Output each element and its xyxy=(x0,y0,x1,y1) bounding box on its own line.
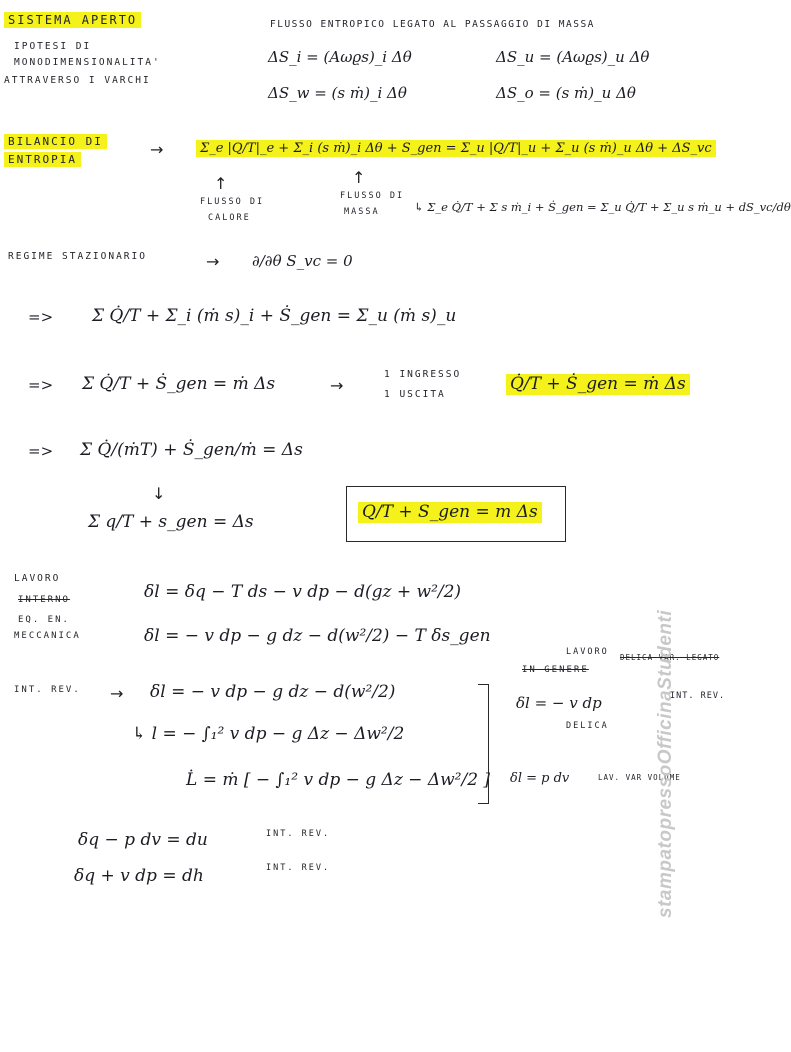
work-label4: MECCANICA xyxy=(14,631,81,641)
footer-eq1: δq − p dv = du xyxy=(78,830,208,850)
intrev-arrow: → xyxy=(110,684,124,703)
hyp-line2: MONODIMENSIONALITA' xyxy=(14,57,161,68)
ds-w: ΔS_w = (s ṁ)_i Δθ xyxy=(268,84,407,102)
side-note2: LAV. VAR VOLUME xyxy=(598,773,681,782)
steady-arrow2: → xyxy=(330,376,344,395)
rate-equation: ↳ Σ_e Q̇/T + Σ s ṁ_i + Ṡ_gen = Σ_u Q̇/T + Σ_u s ṁ_u + dS_vc/dθ xyxy=(414,200,791,214)
hyp-line1: IPOTESI DI xyxy=(14,41,92,52)
steady-eq4: Σ q/T + s_gen = Δs xyxy=(88,512,254,532)
title-sistema-aperto: SISTEMA APERTO xyxy=(4,12,141,28)
side-title: LAVORO xyxy=(566,647,609,657)
intrev-label: INT. REV. xyxy=(14,685,81,695)
note-mass2: MASSA xyxy=(344,207,380,217)
down-arrow: ↓ xyxy=(152,484,166,503)
impl1: => xyxy=(28,308,54,326)
note-heat2: CALORE xyxy=(208,213,251,223)
work-eq1: δl = δq − T ds − v dp − d(gz + w²/2) xyxy=(144,582,462,602)
balance-label2: ENTROPIA xyxy=(4,152,81,167)
steady-eq3: Σ Q̇/(ṁT) + Ṡ_gen/ṁ = Δs xyxy=(80,440,303,460)
work-bracket xyxy=(478,684,489,804)
work-eq3: δl = − v dp − g dz − d(w²/2) xyxy=(150,682,396,702)
note-mass1: FLUSSO DI xyxy=(340,191,405,201)
steady-label: REGIME STAZIONARIO xyxy=(8,251,147,262)
balance-equation: Σ_e |Q/T|_e + Σ_i (s ṁ)_i Δθ + S_gen = Σ_u |Q/T|_u + Σ_u (s ṁ)_u Δθ + ΔS_vc xyxy=(196,140,716,157)
steady-eq2-highlight: Q̇/T + Ṡ_gen = ṁ Δs xyxy=(506,374,690,395)
side-eq2: δl = p dv xyxy=(510,771,570,786)
footer-eq2: δq + v dp = dh xyxy=(74,866,204,886)
steady-equation: ∂/∂θ S_vc = 0 xyxy=(252,252,353,270)
footer-eq2-note: INT. REV. xyxy=(266,863,331,873)
work-eq2: δl = − v dp − g dz − d(w²/2) − T δs_gen xyxy=(144,626,491,646)
flow-title: FLUSSO ENTROPICO LEGATO AL PASSAGGIO DI MASSA xyxy=(270,19,595,30)
work-eq4: ↳ l = − ∫₁² v dp − g Δz − Δw²/2 xyxy=(132,724,405,744)
io-uscita: 1 USCITA xyxy=(384,389,446,400)
balance-label1: BILANCIO DI xyxy=(4,134,107,149)
impl2: => xyxy=(28,376,54,394)
ds-i: ΔS_i = (Aωϱs)_i Δθ xyxy=(268,48,412,66)
steady-arrow: → xyxy=(206,252,220,271)
side-eq: δl = − v dp xyxy=(516,694,602,712)
ds-u: ΔS_u = (Aωϱs)_u Δθ xyxy=(496,48,650,66)
heat-up-arrow: ↑ xyxy=(214,174,228,193)
note-heat1: FLUSSO DI xyxy=(200,197,265,207)
mass-up-arrow: ↑ xyxy=(352,168,366,187)
impl3: => xyxy=(28,442,54,460)
watermark-text: stampatopressoOfficinaStudenti xyxy=(655,609,676,918)
hyp-line3: ATTRAVERSO I VARCHI xyxy=(4,75,151,86)
side-sub: DELICA xyxy=(566,721,609,731)
steady-eq-box: Q/T + S_gen = m Δs xyxy=(358,502,542,523)
side-intrev: INT. REV. xyxy=(670,691,726,701)
steady-eq1: Σ Q̇/T + Σ_i (ṁ s)_i + Ṡ_gen = Σ_u (ṁ s)_u xyxy=(92,306,457,326)
side-struck1: IN GENERE xyxy=(522,665,589,675)
footer-eq1-note: INT. REV. xyxy=(266,829,331,839)
steady-eq2: Σ Q̇/T + Ṡ_gen = ṁ Δs xyxy=(82,374,276,394)
work-label1: LAVORO xyxy=(14,573,61,584)
work-label3: EQ. EN. xyxy=(18,615,70,625)
ds-o: ΔS_o = (s ṁ)_u Δθ xyxy=(496,84,636,102)
io-ingresso: 1 INGRESSO xyxy=(384,369,462,380)
work-eq5: L̇ = ṁ [ − ∫₁² v dp − g Δz − Δw²/2 ] xyxy=(186,770,491,790)
work-label2: INTERNO xyxy=(18,595,70,605)
side-struck2: DELICA VAR. LEGATO xyxy=(620,653,720,662)
balance-arrow: → xyxy=(150,140,164,159)
